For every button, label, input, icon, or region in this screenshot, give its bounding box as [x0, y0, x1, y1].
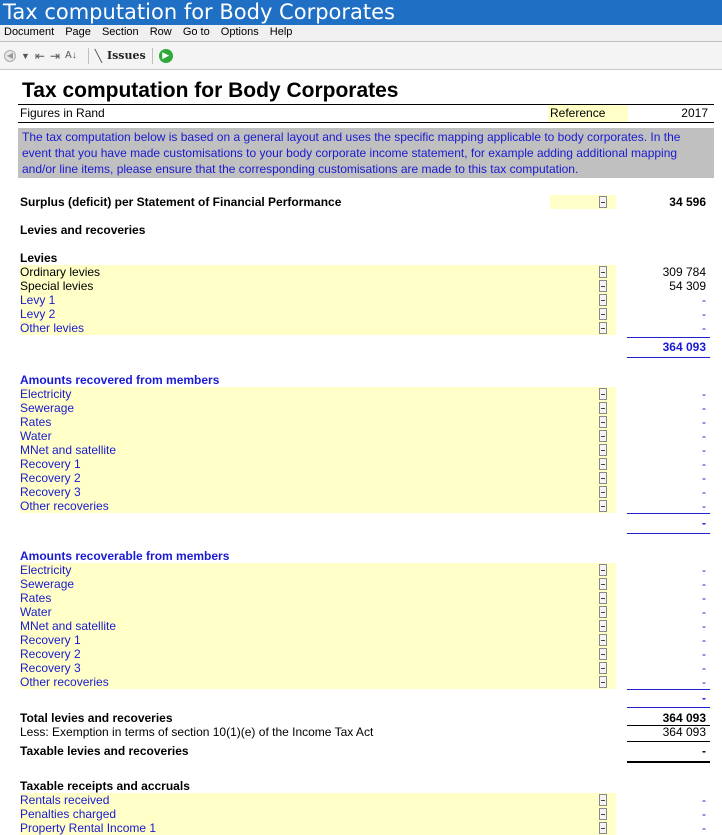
- row-value: -: [702, 471, 706, 485]
- row-label: Other levies: [20, 321, 85, 335]
- list-item[interactable]: [20, 429, 714, 443]
- row-value: -: [702, 591, 706, 605]
- menu-goto[interactable]: Go to: [182, 26, 210, 38]
- row-label: Water: [20, 605, 52, 619]
- list-item[interactable]: [20, 605, 714, 619]
- section-heading: [20, 223, 714, 237]
- toolbar-separator: [152, 48, 153, 64]
- row-label: Levy 1: [20, 293, 56, 307]
- row-dropdown-icon[interactable]: [599, 430, 607, 442]
- row-label: Recovery 1: [20, 633, 81, 647]
- list-item[interactable]: [20, 415, 714, 429]
- row-label: Other recoveries: [20, 675, 109, 689]
- recoverable-total: -: [702, 691, 706, 705]
- row-value: -: [702, 563, 706, 577]
- row-value: -: [702, 293, 706, 307]
- row-label: Recovery 3: [20, 661, 81, 675]
- total-levies-value: 364 093: [662, 711, 706, 725]
- menu-options[interactable]: Options: [220, 26, 259, 38]
- recovered-total: -: [702, 516, 706, 530]
- row-dropdown-icon[interactable]: [599, 322, 607, 334]
- row-label: Ordinary levies: [20, 265, 101, 279]
- row-label: Rates: [20, 415, 52, 429]
- row-value: -: [702, 821, 706, 835]
- row-dropdown-icon[interactable]: [599, 662, 607, 674]
- list-item[interactable]: [20, 619, 714, 633]
- receipts-heading: Taxable receipts and accruals: [20, 779, 190, 793]
- exemption-label: Less: Exemption in terms of section 10(1)(e) of the Income Tax Act: [20, 725, 374, 739]
- row-dropdown-icon[interactable]: [599, 634, 607, 646]
- list-item[interactable]: [20, 647, 714, 661]
- levies-heading: Levies: [20, 251, 58, 265]
- levies-total-row: [20, 340, 714, 354]
- list-item[interactable]: [20, 807, 714, 821]
- row-dropdown-icon[interactable]: [599, 620, 607, 632]
- list-item[interactable]: [20, 591, 714, 605]
- list-item[interactable]: [20, 633, 714, 647]
- list-item[interactable]: [20, 793, 714, 807]
- row-value: -: [702, 619, 706, 633]
- list-item[interactable]: [20, 279, 714, 293]
- levies-heading-row: [20, 251, 714, 265]
- row-value: -: [702, 321, 706, 335]
- row-value: -: [702, 307, 706, 321]
- list-item[interactable]: [20, 321, 714, 335]
- surplus-value: 34 596: [669, 195, 706, 209]
- list-item[interactable]: [20, 307, 714, 321]
- row-dropdown-icon[interactable]: [599, 266, 607, 278]
- total-double-line: [627, 761, 710, 763]
- taxable-levies-value: -: [702, 744, 706, 758]
- list-item[interactable]: [20, 457, 714, 471]
- year-column-header: 2017: [681, 106, 708, 120]
- row-dropdown-icon[interactable]: [599, 606, 607, 618]
- recovered-total-row: [20, 516, 714, 530]
- row-value: -: [702, 577, 706, 591]
- toolbar: [0, 42, 722, 70]
- menu-help[interactable]: Help: [269, 26, 293, 38]
- info-note: The tax computation below is based on a general layout and uses the specific mapping applicable to body corporates. In the event that you have made customisations to your body corporate income statement, for example adding additional mapping and/or line items, please ensure that the corresponding customisations are made to this tax computation.: [18, 128, 714, 178]
- row-dropdown-icon[interactable]: [599, 294, 607, 306]
- menu-page[interactable]: Page: [65, 26, 91, 38]
- list-item[interactable]: [20, 443, 714, 457]
- row-value: -: [702, 605, 706, 619]
- row-label: Levy 2: [20, 307, 56, 321]
- row-dropdown-icon[interactable]: [599, 472, 607, 484]
- row-value: -: [702, 387, 706, 401]
- row-label: Special levies: [20, 279, 94, 293]
- taxable-levies-label: Taxable levies and recoveries: [20, 744, 189, 758]
- sort-az-icon[interactable]: A↓: [65, 50, 77, 61]
- menu-section[interactable]: Section: [101, 26, 139, 38]
- row-label: Sewerage: [20, 577, 75, 591]
- row-dropdown-icon[interactable]: [599, 648, 607, 660]
- subtotal-line: [627, 689, 710, 690]
- toolbar-separator: [88, 48, 89, 64]
- figures-in-label: Figures in Rand: [20, 106, 105, 120]
- row-dropdown-icon[interactable]: [599, 196, 607, 208]
- recoverable-heading: Amounts recoverable from members: [20, 549, 230, 563]
- row-value: -: [702, 415, 706, 429]
- menu-document[interactable]: Document: [4, 26, 55, 38]
- row-value: -: [702, 401, 706, 415]
- indent-increase-icon[interactable]: ⇥: [49, 48, 61, 63]
- row-dropdown-icon[interactable]: [599, 458, 607, 470]
- row-label: Recovery 3: [20, 485, 81, 499]
- row-value: -: [702, 647, 706, 661]
- subtotal-line: [627, 337, 710, 338]
- row-value: -: [702, 429, 706, 443]
- dropdown-arrow-icon[interactable]: ▼: [21, 50, 30, 61]
- issues-button[interactable]: Issues: [106, 49, 146, 62]
- row-dropdown-icon[interactable]: [599, 500, 607, 512]
- subtotal-line: [627, 707, 710, 708]
- row-value: -: [702, 793, 706, 807]
- exemption-value: 364 093: [662, 725, 706, 739]
- row-dropdown-icon[interactable]: [599, 564, 607, 576]
- row-dropdown-icon[interactable]: [599, 592, 607, 604]
- list-item[interactable]: [20, 387, 714, 401]
- row-label: Rates: [20, 591, 52, 605]
- row-dropdown-icon[interactable]: [599, 444, 607, 456]
- indent-decrease-icon[interactable]: ⇤: [34, 48, 45, 63]
- issues-icon[interactable]: ╲: [94, 48, 102, 63]
- recovered-heading: Amounts recovered from members: [20, 373, 220, 387]
- row-dropdown-icon[interactable]: [599, 486, 607, 498]
- recovered-heading-row: [20, 373, 714, 387]
- list-item[interactable]: [20, 401, 714, 415]
- total-levies-row: [20, 711, 714, 725]
- levies-total: 364 093: [662, 340, 706, 354]
- subtotal-line: [627, 513, 710, 514]
- surplus-label: Surplus (deficit) per Statement of Financial Performance: [20, 195, 342, 209]
- levies-recoveries-heading: Levies and recoveries: [20, 223, 146, 237]
- list-item[interactable]: [20, 821, 714, 835]
- row-value: -: [702, 443, 706, 457]
- back-icon[interactable]: ◀: [4, 47, 16, 65]
- row-value: -: [702, 807, 706, 821]
- row-value: -: [702, 485, 706, 499]
- row-label: Recovery 1: [20, 457, 81, 471]
- row-dropdown-icon[interactable]: [599, 822, 607, 834]
- window-title: Tax computation for Body Corporates: [0, 0, 722, 25]
- list-item[interactable]: [20, 265, 714, 279]
- exemption-row: [20, 725, 714, 739]
- row-dropdown-icon[interactable]: [599, 808, 607, 820]
- row-label: Rentals received: [20, 793, 110, 807]
- row-label: Penalties charged: [20, 807, 117, 821]
- row-dropdown-icon[interactable]: [599, 416, 607, 428]
- row-value: -: [702, 661, 706, 675]
- page-title: Tax computation for Body Corporates: [22, 79, 399, 102]
- row-value: 309 784: [662, 265, 706, 279]
- row-dropdown-icon[interactable]: [599, 578, 607, 590]
- list-item[interactable]: [20, 485, 714, 499]
- subtotal-line: [627, 533, 710, 534]
- total-line: [627, 741, 710, 742]
- taxable-levies-row: [20, 744, 714, 758]
- row-dropdown-icon[interactable]: [599, 402, 607, 414]
- list-item[interactable]: [20, 577, 714, 591]
- row-label: MNet and satellite: [20, 443, 117, 457]
- subtotal-line: [627, 357, 710, 358]
- row-label: Electricity: [20, 387, 72, 401]
- row-label: Property Rental Income 1: [20, 821, 157, 835]
- list-item[interactable]: [20, 499, 714, 513]
- row-label: Electricity: [20, 563, 72, 577]
- row-value: -: [702, 499, 706, 513]
- row-value: -: [702, 457, 706, 471]
- receipts-heading-row: [20, 779, 714, 793]
- recoverable-total-row: [20, 691, 714, 705]
- row-label: Water: [20, 429, 52, 443]
- row-label: Recovery 2: [20, 647, 81, 661]
- recoverable-heading-row: [20, 549, 714, 563]
- menu-row[interactable]: Row: [149, 26, 172, 38]
- list-item[interactable]: [20, 293, 714, 307]
- list-item[interactable]: [20, 661, 714, 675]
- row-label: Other recoveries: [20, 499, 109, 513]
- surplus-row: [20, 195, 714, 209]
- row-value: -: [702, 675, 706, 689]
- row-dropdown-icon[interactable]: [599, 676, 607, 688]
- row-dropdown-icon[interactable]: [599, 280, 607, 292]
- reference-column-header: Reference: [548, 105, 628, 122]
- column-header-row: [18, 104, 714, 123]
- list-item[interactable]: [20, 563, 714, 577]
- menu-bar: [0, 25, 722, 42]
- row-value: -: [702, 633, 706, 647]
- row-label: Recovery 2: [20, 471, 81, 485]
- list-item[interactable]: [20, 675, 714, 689]
- row-label: Sewerage: [20, 401, 75, 415]
- total-levies-label: Total levies and recoveries: [20, 711, 173, 725]
- row-label: MNet and satellite: [20, 619, 117, 633]
- row-dropdown-icon[interactable]: [599, 388, 607, 400]
- row-dropdown-icon[interactable]: [599, 308, 607, 320]
- row-value: 54 309: [669, 279, 706, 293]
- row-dropdown-icon[interactable]: [599, 794, 607, 806]
- list-item[interactable]: [20, 471, 714, 485]
- go-forward-icon[interactable]: ▶: [159, 47, 173, 65]
